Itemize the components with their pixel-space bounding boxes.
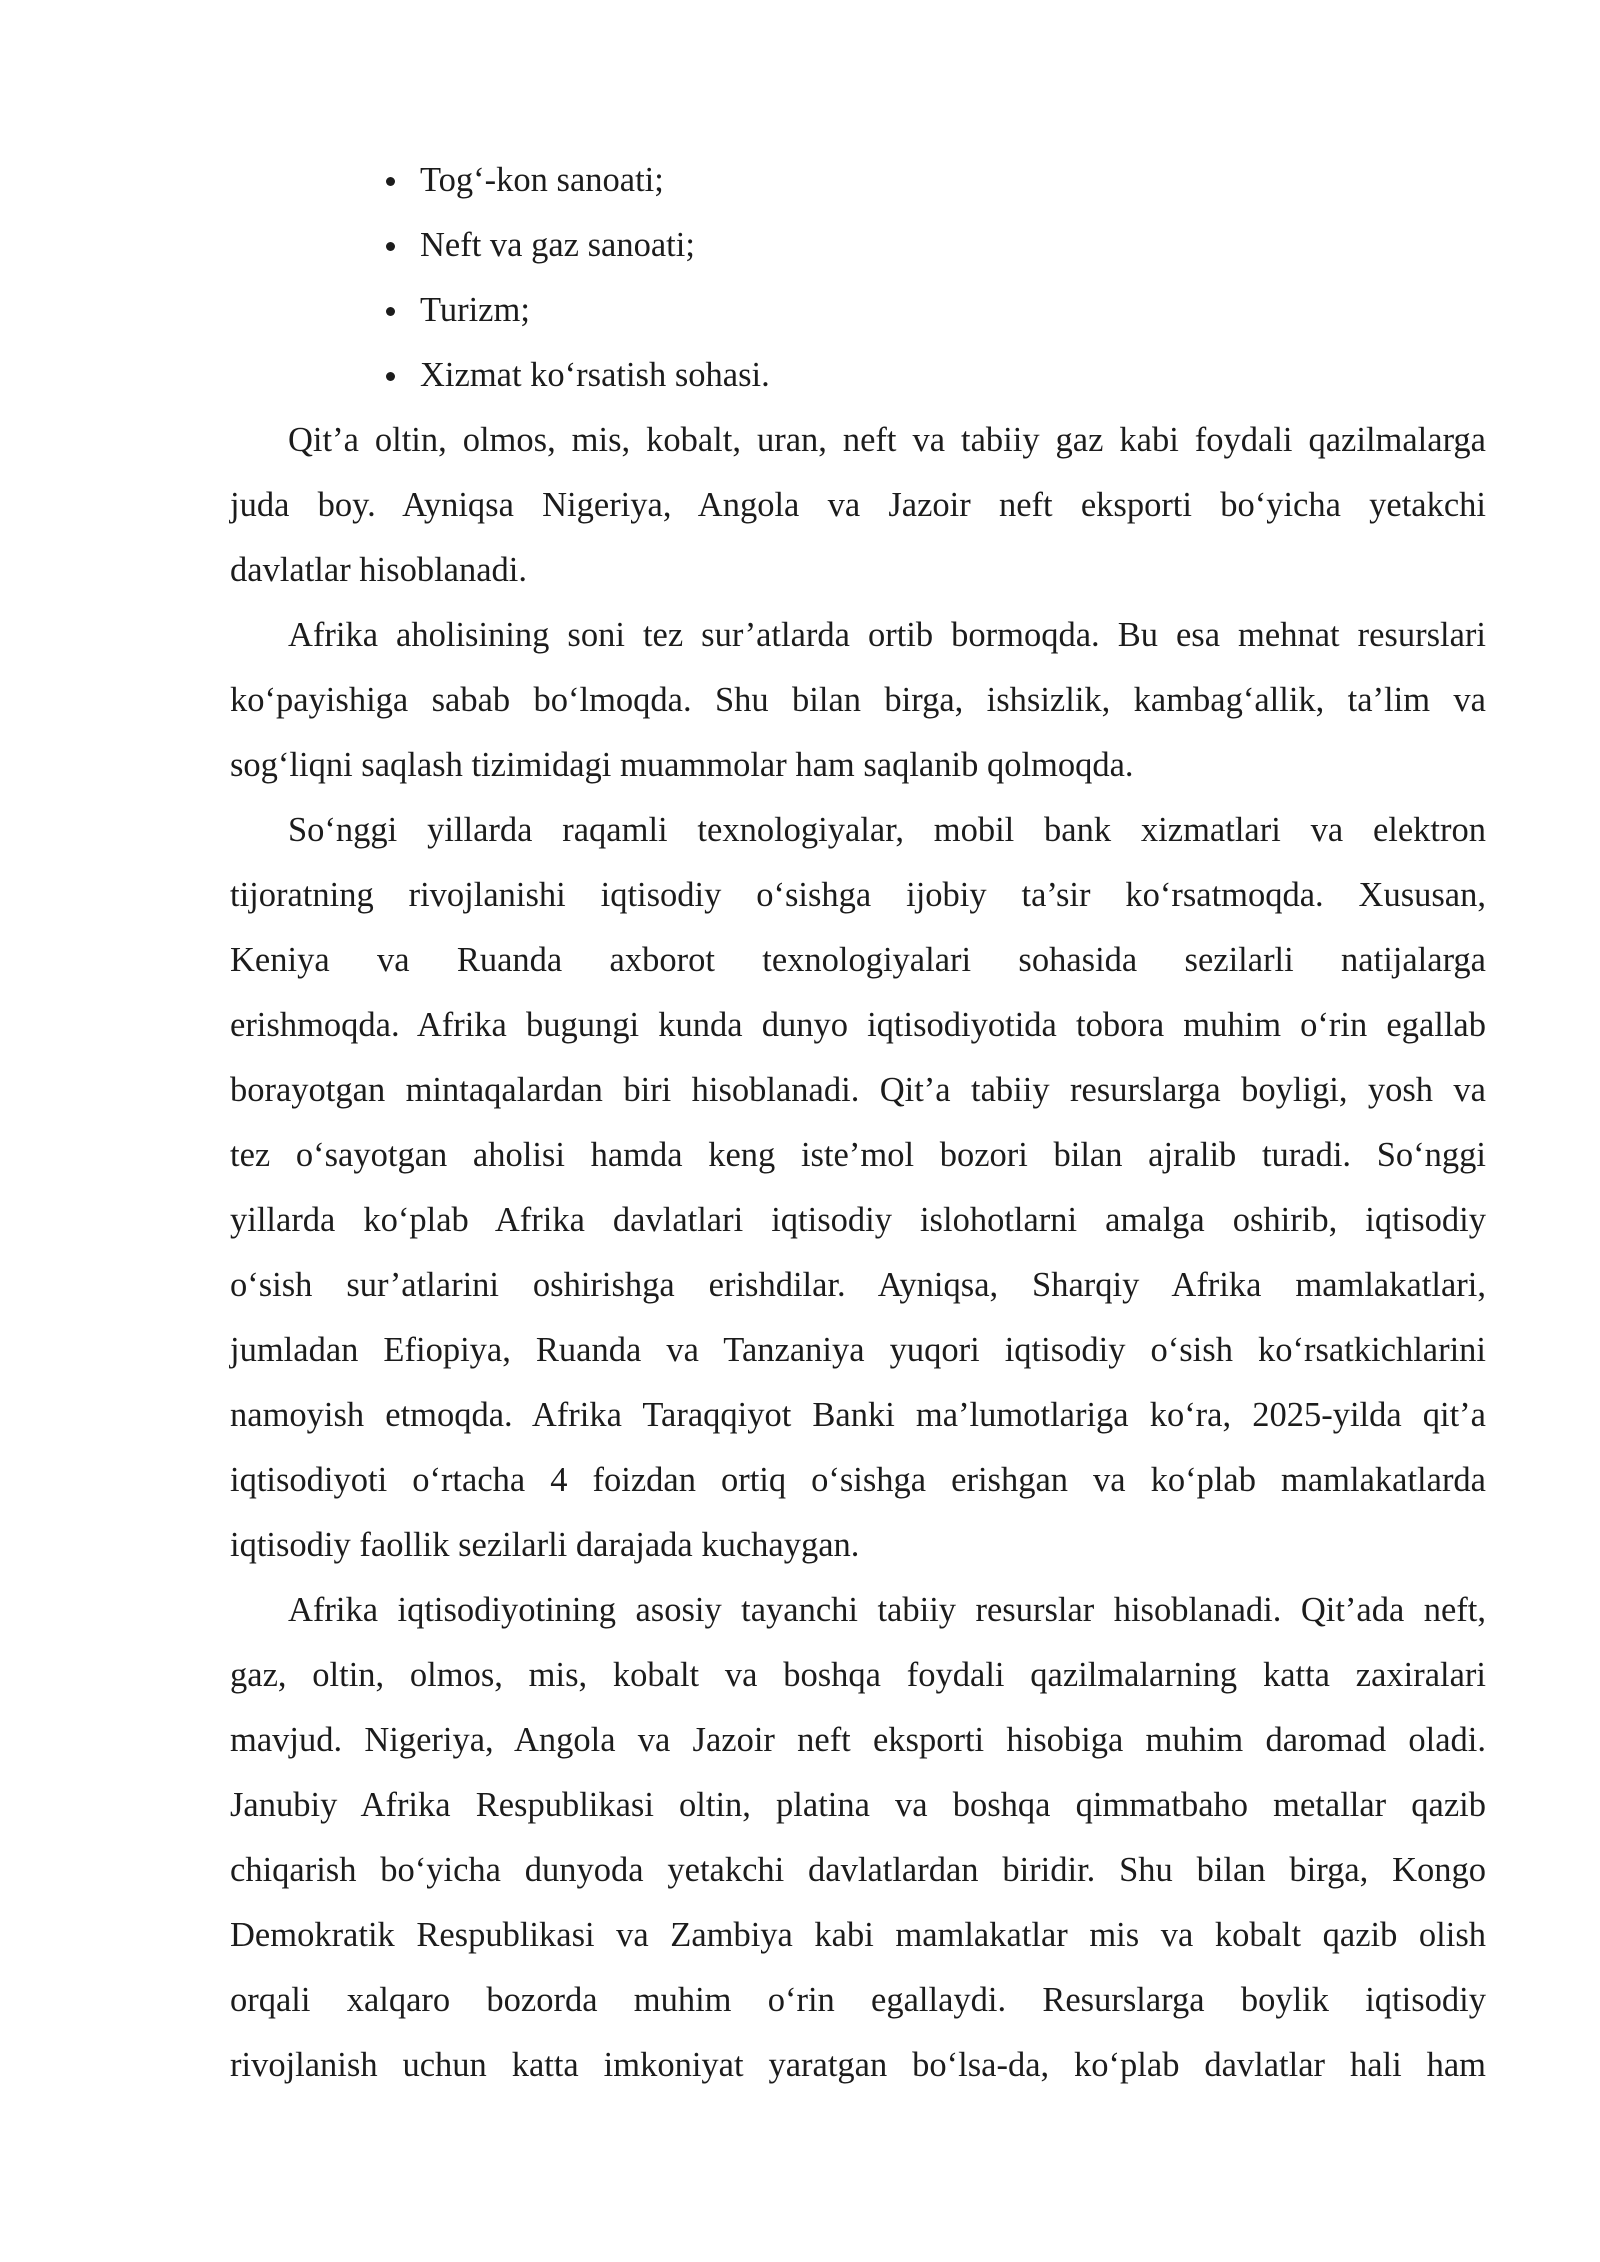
bullet-item: [420, 343, 1486, 408]
text-line: ko‘payishiga sabab bo‘lmoqda. Shu bilan birga, ishsizlik, kambag‘allik, ta’lim va: [230, 681, 1486, 719]
text-line: yillarda ko‘plab Afrika davlatlari iqtisodiy islohotlarni amalga oshirib, iqtisodiy: [230, 1201, 1486, 1239]
bullet-text: Neft va gaz sanoati;: [420, 226, 695, 264]
text-line: jumladan Efiopiya, Ruanda va Tanzaniya yuqori iqtisodiy o‘sish ko‘rsatkichlarini: [230, 1331, 1486, 1369]
bullet-text: Xizmat ko‘rsatish sohasi.: [420, 356, 770, 394]
text-line: Keniya va Ruanda axborot texnologiyalari sohasida sezilarli natijalarga: [230, 941, 1486, 979]
bullet-list: [230, 148, 1486, 408]
bullet-text: Tog‘-kon sanoati;: [420, 161, 664, 199]
text-line: tez o‘sayotgan aholisi hamda keng iste’mol bozori bilan ajralib turadi. So‘nggi: [230, 1136, 1486, 1174]
bullet-item: [420, 278, 1486, 343]
paragraph-natural-resources: [230, 1578, 1486, 2098]
text-line: gaz, oltin, olmos, mis, kobalt va boshqa foydali qazilmalarning katta zaxiralari: [230, 1656, 1486, 1694]
text-line: davlatlar hisoblanadi.: [230, 551, 527, 589]
text-line: tijoratning rivojlanishi iqtisodiy o‘sishga ijobiy ta’sir ko‘rsatmoqda. Xususan,: [230, 876, 1486, 914]
text-line: erishmoqda. Afrika bugungi kunda dunyo iqtisodiyotida tobora muhim o‘rin egallab: [230, 1006, 1486, 1044]
text-line: Demokratik Respublikasi va Zambiya kabi mamlakatlar mis va kobalt qazib olish: [230, 1916, 1486, 1954]
paragraph-population: [230, 603, 1486, 798]
text-line: iqtisodiy faollik sezilarli darajada kuchaygan.: [230, 1526, 860, 1564]
paragraph-technology: [230, 798, 1486, 1578]
text-line: chiqarish bo‘yicha dunyoda yetakchi davlatlardan biridir. Shu bilan birga, Kongo: [230, 1851, 1486, 1889]
text-line: Janubiy Afrika Respublikasi oltin, platina va boshqa qimmatbaho metallar qazib: [230, 1786, 1486, 1824]
paragraph-resources: [230, 408, 1486, 603]
bullet-item: [420, 213, 1486, 278]
text-line: namoyish etmoqda. Afrika Taraqqiyot Banki ma’lumotlariga ko‘ra, 2025-yilda qit’a: [230, 1396, 1486, 1434]
bullet-item: [420, 148, 1486, 213]
text-line: orqali xalqaro bozorda muhim o‘rin egallaydi. Resurslarga boylik iqtisodiy: [230, 1981, 1486, 2019]
text-line: Afrika aholisining soni tez sur’atlarda ortib bormoqda. Bu esa mehnat resurslari: [288, 616, 1486, 654]
text-line: mavjud. Nigeriya, Angola va Jazoir neft eksporti hisobiga muhim daromad oladi.: [230, 1721, 1486, 1759]
text-line: sog‘liqni saqlash tizimidagi muammolar ham saqlanib qolmoqda.: [230, 746, 1134, 784]
bullet-text: Turizm;: [420, 291, 530, 329]
text-line: rivojlanish uchun katta imkoniyat yaratgan bo‘lsa-da, ko‘plab davlatlar hali ham: [230, 2046, 1486, 2084]
bullet-dot-icon: [386, 307, 395, 316]
bullet-dot-icon: [386, 177, 395, 186]
text-line: So‘nggi yillarda raqamli texnologiyalar, mobil bank xizmatlari va elektron: [288, 811, 1486, 849]
text-line: Qit’a oltin, olmos, mis, kobalt, uran, neft va tabiiy gaz kabi foydali qazilmalarga: [288, 421, 1486, 459]
text-line: juda boy. Ayniqsa Nigeriya, Angola va Jazoir neft eksporti bo‘yicha yetakchi: [230, 486, 1486, 524]
text-line: Afrika iqtisodiyotining asosiy tayanchi tabiiy resurslar hisoblanadi. Qit’ada neft,: [288, 1591, 1486, 1629]
text-line: o‘sish sur’atlarini oshirishga erishdilar. Ayniqsa, Sharqiy Afrika mamlakatlari,: [230, 1266, 1486, 1304]
bullet-dot-icon: [386, 372, 395, 381]
text-line: borayotgan mintaqalardan biri hisoblanadi. Qit’a tabiiy resurslarga boyligi, yosh va: [230, 1071, 1486, 1109]
bullet-dot-icon: [386, 242, 395, 251]
document-page: [230, 148, 1486, 2098]
text-line: iqtisodiyoti o‘rtacha 4 foizdan ortiq o‘sishga erishgan va ko‘plab mamlakatlarda: [230, 1461, 1486, 1499]
